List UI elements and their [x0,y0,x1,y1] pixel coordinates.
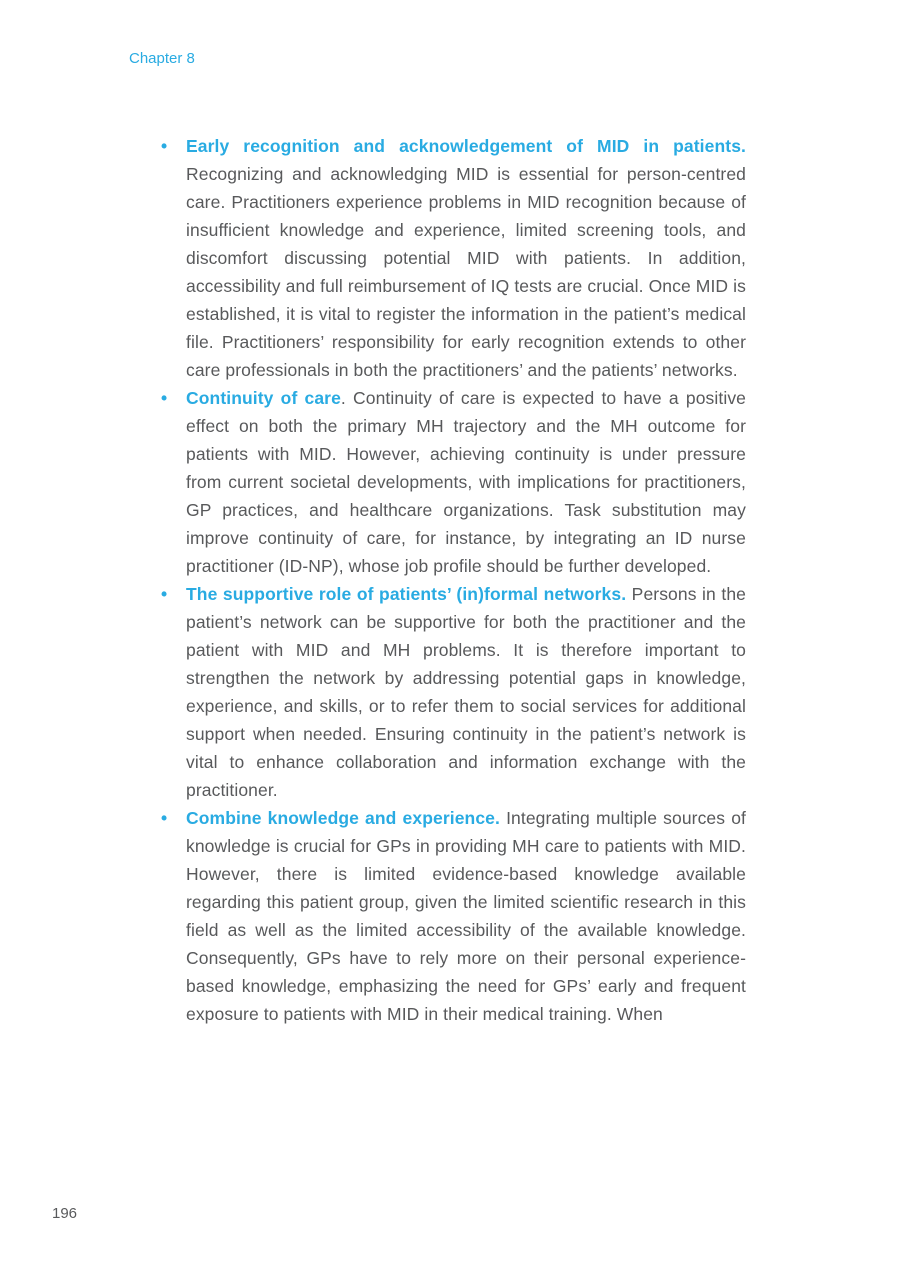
list-item-body: Integrating multiple sources of knowledge is crucial for GPs in providing MH care to patients with MID. However, there is limited evidence-based knowledge available regarding this patient group, given the limited scientific research in this field as well as the limited accessibility of the available knowledge. Consequently, GPs have to rely more on their personal experience-based knowledge, emphasizing the need for GPs’ early and frequent exposure to patients with MID in their medical training. When [186,808,746,1024]
bullet-icon: • [161,808,168,828]
bullet-icon: • [161,584,168,604]
bullet-icon: • [161,136,168,156]
list-item-lead: Continuity of care [186,388,341,408]
list-item-text [186,804,746,1028]
bullet-list [161,132,746,1028]
list-item-body: Recognizing and acknowledging MID is essential for person-centred care. Practitioners experience problems in MID recognition because of insufficient knowledge and experience, limited screening tools, and discomfort discussing potential MID with patients. In addition, accessibility and full reimbursement of IQ tests are crucial. Once MID is established, it is vital to register the information in the patient’s medical file. Practitioners’ responsibility for early recognition extends to other care professionals in both the practitioners’ and the patients’ networks. [186,164,746,380]
list-item [161,804,746,1028]
list-item-text [186,580,746,804]
list-item [161,384,746,580]
chapter-label: Chapter 8 [129,50,195,67]
page-number: 196 [52,1205,78,1222]
list-item-body: . Continuity of care is expected to have a positive effect on both the primary MH trajectory and the MH outcome for patients with MID. However, achieving continuity is under pressure from current societal developments, with implications for practitioners, GP practices, and healthcare organizations. Task substitution may improve continuity of care, for instance, by integrating an ID nurse practitioner (ID-NP), whose job profile should be further developed. [186,388,746,576]
list-item-body: Persons in the patient’s network can be supportive for both the practitioner and the patient with MID and MH problems. It is therefore important to strengthen the network by addressing potential gaps in knowledge, experience, and skills, or to refer them to social services for additional support when needed. Ensuring continuity in the patient’s network is vital to enhance collaboration and information exchange with the practitioner. [186,584,746,800]
list-item-lead: Combine knowledge and experience. [186,808,500,828]
list-item [161,132,746,384]
list-item-text [186,384,746,580]
bullet-icon: • [161,388,168,408]
list-item [161,580,746,804]
list-item-lead: The supportive role of patients’ (in)formal networks. [186,584,627,604]
list-item-lead: Early recognition and acknowledgement of MID in patients. [186,136,746,156]
list-item-text [186,132,746,384]
